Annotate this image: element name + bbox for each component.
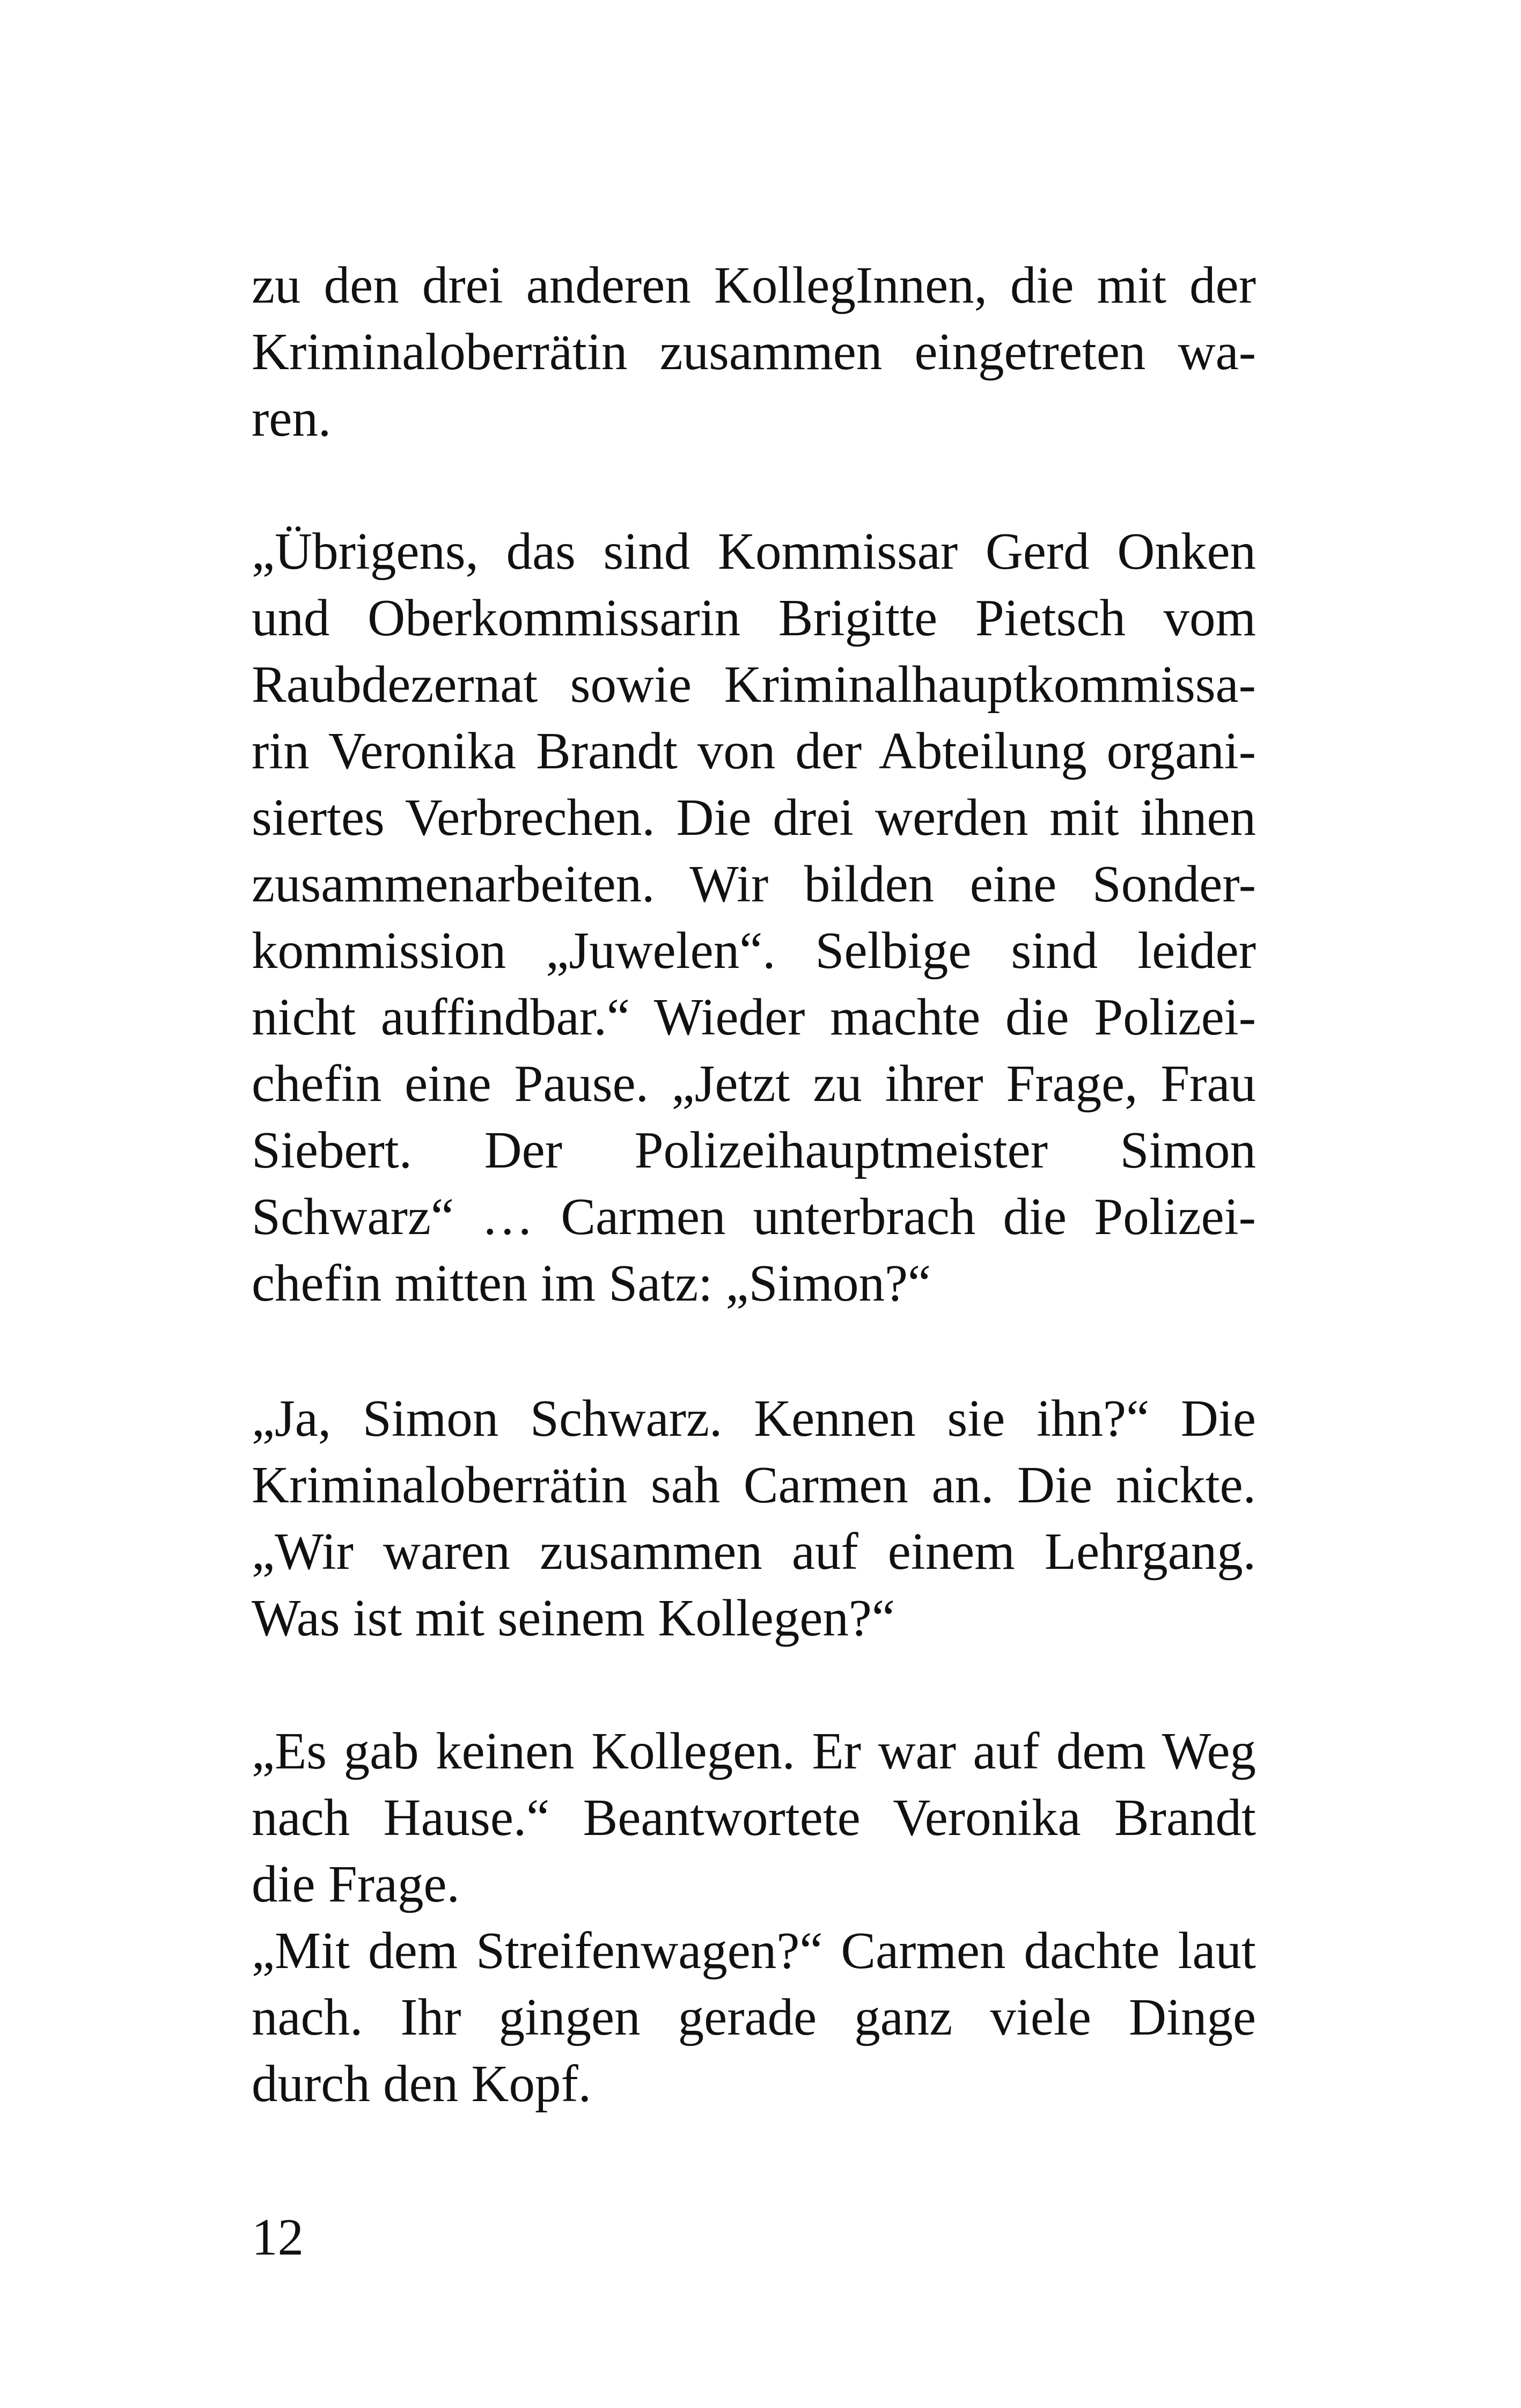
text-line: Siebert. Der Polizeihauptmeister Simon	[252, 1121, 1256, 1179]
text-line: „Mit dem Streifenwagen?“ Carmen dachte laut	[252, 1922, 1256, 1979]
text-line: kommission „Juwelen“. Selbige sind leider	[252, 922, 1256, 979]
paragraph-2	[252, 518, 1256, 1317]
page-number: 12	[252, 2208, 304, 2266]
text-line: zusammenarbeiten. Wir bilden eine Sonder-	[252, 855, 1256, 913]
text-line: ren.	[252, 390, 332, 447]
text-line: „Übrigens, das sind Kommissar Gerd Onken	[252, 523, 1256, 580]
text-line: die Frage.	[252, 1855, 460, 1913]
paragraph-4	[252, 1718, 1256, 1918]
text-line: Was ist mit seinem Kollegen?“	[252, 1589, 895, 1647]
text-line: nach Hause.“ Beantwortete Veronika Brandt	[252, 1789, 1256, 1846]
text-line: Schwarz“ … Carmen unterbrach die Polizei-	[252, 1188, 1256, 1245]
text-line: „Es gab keinen Kollegen. Er war auf dem Weg	[252, 1722, 1256, 1780]
text-line: und Oberkommissarin Brigitte Pietsch vom	[252, 589, 1256, 647]
text-line: durch den Kopf.	[252, 2055, 592, 2112]
text-line: chefin eine Pause. „Jetzt zu ihrer Frage, Frau	[252, 1055, 1256, 1112]
paragraph-1	[252, 252, 1256, 452]
text-line: nicht auffindbar.“ Wieder machte die Polizei-	[252, 988, 1256, 1046]
text-line: rin Veronika Brandt von der Abteilung organi-	[252, 722, 1256, 780]
paragraph-5	[252, 1918, 1256, 2117]
text-line: zu den drei anderen KollegInnen, die mit der	[252, 256, 1256, 314]
paragraph-3	[252, 1385, 1256, 1651]
text-line: „Wir waren zusammen auf einem Lehrgang.	[252, 1523, 1256, 1580]
text-line: Kriminaloberrätin zusammen eingetreten wa-	[252, 323, 1256, 380]
text-line: Raubdezernat sowie Kriminalhauptkommissa-	[252, 656, 1256, 713]
text-line: siertes Verbrechen. Die drei werden mit ihnen	[252, 789, 1256, 846]
text-line: „Ja, Simon Schwarz. Kennen sie ihn?“ Die	[252, 1390, 1256, 1447]
text-line: nach. Ihr gingen gerade ganz viele Dinge	[252, 1988, 1256, 2046]
text-line: Kriminaloberrätin sah Carmen an. Die nickte.	[252, 1456, 1256, 1514]
text-line: chefin mitten im Satz: „Simon?“	[252, 1254, 931, 1312]
